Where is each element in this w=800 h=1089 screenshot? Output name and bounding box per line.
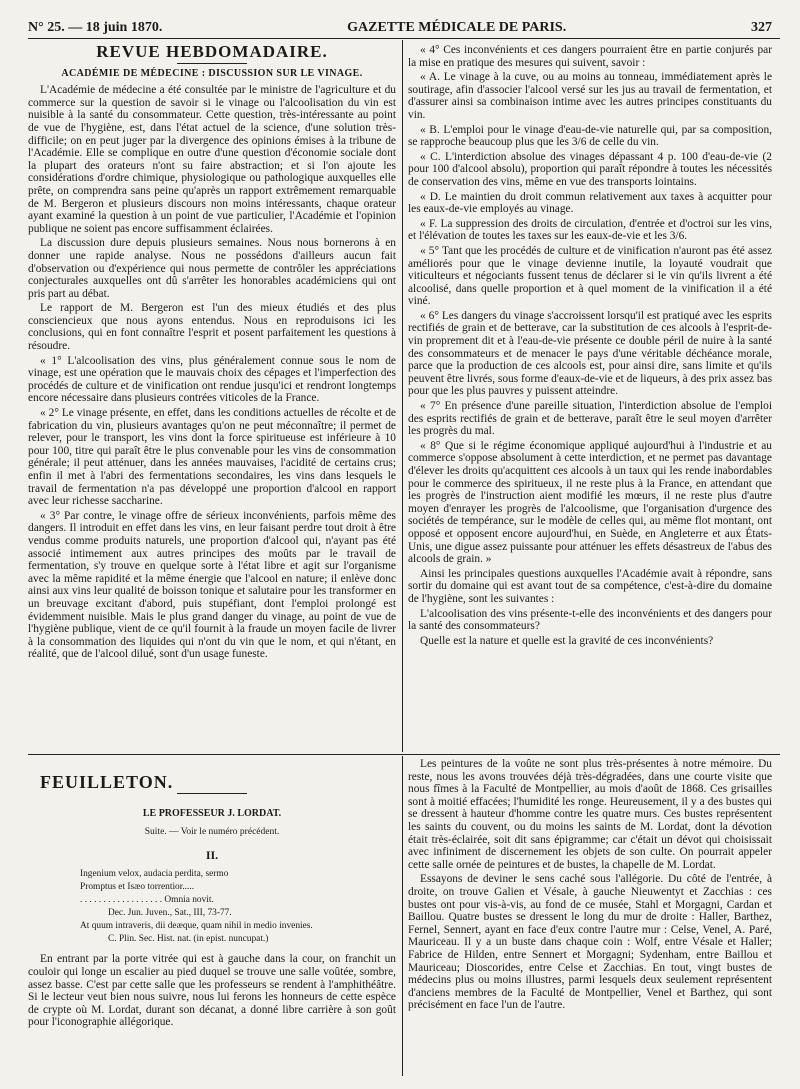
epigraph-line: . . . . . . . . . . . . . . . . . . Omnia novit. bbox=[80, 895, 214, 906]
conclusion-item: « 8° Que si le régime économique appliqué aujourd'hui à l'industrie et au commerce s'oppose absolument à cette interdiction, et ne permet pas davantage d'élever les droits qu'acquittent ces alcools à un taux qui les rende inabordables pour le commerce des spiritueux, il ne reste plus à la France, en attendant que les progrès de l'instruction aient modifié les mœurs, il ne reste plus d'autre moyen d'enrayer les progrès de l'alcoolisme, que l'organisation d'urgence des sociétés de tempérance, sur le modèle de celles qui, au même flot montant, ont opposé et opposent encore aujourd'hui, en Suède, en Angleterre et aux États-Unis, une digue assez puissante pour atténuer les effets désastreux de l'abus des alcools de grain. » bbox=[408, 439, 772, 566]
epigraph-line: Ingenium velox, audacia perdita, sermo bbox=[80, 869, 229, 880]
revue-paragraph: L'Académie de médecine a été consultée par le ministre de l'agriculture et du commerce sur la question de savoir si le vinage ou l'alcoolisation du vin est nuisible à la santé du consommateur. Cette question, très-intéressante au point de vue de l'hygiène, est, dans l'état actuel de la science, d'une solution très-difficile; on en peut juger par la divergence des opinions émises à la tribune de l'Académie. Elle se complique en outre d'une question d'économie sociale dont la plupart des orateurs n'ont su faire abstraction; et si l'on ajoute les considérations d'ordre chimique, physiologique ou pathologique auxquelles elle prête, on comprendra sans peine qu'après un rapport extrêmement remarquable de M. Bergeron et plusieurs discours non moins intéressants, chaque orateur ayant examiné la question à un point de vue particulier, l'Académie et l'opinion publique ne soient pas encore suffisamment éclairées. bbox=[28, 84, 396, 235]
revue-paragraph: Le rapport de M. Bergeron est l'un des mieux étudiés et des plus consciencieux que nous ayons entendus. Nous en reproduisons ici les conclusions, qui en font connaître l'esprit et posent parfaitement les questions à résoudre. bbox=[28, 302, 396, 353]
journal-title: GAZETTE MÉDICALE DE PARIS. bbox=[347, 20, 567, 35]
revue-paragraph: Ainsi les principales questions auxquelles l'Académie avait à répondre, sans sortir du domaine qui est avant tout de sa compétence, c'est-à-dire du domaine de l'hygiène, sont les suivantes : bbox=[408, 567, 772, 605]
revue-paragraph: La discussion dure depuis plusieurs semaines. Nous nous bornerons à en donner une rapide analyse. Nous ne possédons d'ailleurs aucun fait d'observation ou d'expérience qui nous permette de contrôler les appréciations conjecturales auxquelles ont dû s'arrêter les honorables académiciens qui ont pris part au débat. bbox=[28, 237, 396, 300]
feuilleton-author: LE PROFESSEUR J. LORDAT. bbox=[142, 807, 282, 819]
conclusion-item: « B. L'emploi pour le vinage d'eau-de-vie naturelle qui, par sa composition, se rapproche beaucoup plus que les 3/6 de celle du vin. bbox=[408, 123, 772, 149]
conclusion-item: « 1° L'alcoolisation des vins, plus généralement connue sous le nom de vinage, est une opération que le mauvais choix des cépages et l'imperfection des procédés de culture et de vinification ont rendue jusqu'ici et rendront longtemps encore nécessaire dans plusieurs contrées viticoles de la France. bbox=[28, 354, 396, 405]
feuilleton-section: II. bbox=[205, 847, 219, 862]
feuilleton-paragraph: Les peintures de la voûte ne sont plus très-présentes à notre mémoire. Du reste, nous les avons trouvées déjà très-dégradées, dans une courte visite que nous fîmes à la Faculté de Montpellier, au mois d'août de 1868. Ces grisailles sont à moitié effacées; l'humidité les ronge. Heureusement, il y a des bustes qui se dressent à hauteur d'homme contre les quatre murs. Ces bustes représentent les saints du couvent, ou du moins les saints de M. Lordat, dont la dévotion était très-éclairée, soit dit sans épigramme; car c'était un dévot qui choisissait avec infiniment de discernement les objets de son culte. On pourrait appeler cette salle ornée de peintures et de bustes, la chapelle de M. Lordat. bbox=[408, 758, 772, 871]
epigraph-line: Promptus et Isæo torrentior..... bbox=[80, 882, 195, 893]
title-rule bbox=[177, 63, 247, 64]
revue-column-right bbox=[408, 44, 772, 752]
conclusion-item: « 4° Ces inconvénients et ces dangers pourraient être en partie conjurés par la mise en pratique des mesures qui suivent, savoir : bbox=[408, 44, 772, 69]
feuilleton-suite: Suite. — Voir le numéro précédent. bbox=[144, 827, 280, 838]
conclusion-item: « D. Le maintien du droit commun relativement aux taxes à acquitter pour les eaux-de-vie employés au vinage. bbox=[408, 190, 772, 216]
page-header bbox=[28, 14, 772, 36]
epigraph-line: At quum intraveris, dii deæque, quam nihil in medio invenies. bbox=[80, 921, 313, 932]
issue-date: N° 25. — 18 juin 1870. bbox=[28, 20, 163, 35]
feuilleton-title: FEUILLETON. bbox=[40, 772, 174, 792]
revue-column-left bbox=[28, 42, 396, 752]
epigraph-source: C. Plin. Sec. Hist. nat. (in epist. nuncupat.) bbox=[108, 934, 269, 945]
feuilleton-rule bbox=[177, 793, 247, 794]
conclusion-item: « 6° Les dangers du vinage s'accroissent lorsqu'il est pratiqué avec les esprits rectifiés de grain et de betterave, car la substitution de ces alcools à l'esprit-de-vin proprement dit et à l'eau-de-vie présente ce double péril de nuire à la santé des consommateurs et de menacer le pays d'une véritable déchéance morale, parce que la production de ces alcools est, pour ainsi dire, sans limite et qu'ils peuvent être livrés, sous forme d'eaux-de-vie et de liqueurs, à des prix assez bas pour que les plus pauvres y puissent atteindre. bbox=[408, 309, 772, 398]
conclusion-item: « F. La suppression des droits de circulation, d'entrée et d'octroi sur les vins, et l'élévation de toutes les taxes sur les eaux-de-vie et les 3/6. bbox=[408, 217, 772, 243]
conclusion-item: « 2° Le vinage présente, en effet, dans les conditions actuelles de récolte et de fabrication du vin, plusieurs avantages qu'on ne peut méconnaître; il permet de relever, pour le transport, les vins dont la force spiritueuse est inférieure à 10 pour 100, titre qui paraît être le plus convenable pour les vins de consommation générale; il peut atténuer, dans les années mauvaises, l'acidité de certains crus; enfin il met à l'abri des fermentations secondaires, les vins dans lesquels le travail de fermentation n'a pas développé une proportion d'alcool en rapport avec leur richesse saccharine. bbox=[28, 407, 396, 508]
section-rule bbox=[28, 754, 780, 755]
feuilleton-paragraph: Essayons de deviner le sens caché sous l'allégorie. Du côté de l'entrée, à droite, on trouve Galien et Vésale, à gauche Nieuwentyt et Zacchias : ces bustes ont pour vis-à-vis, au fond de ce musée, Stahl et Morgagni, Cardan et Baillou. Quatre bustes se dressent le long du mur de droite : Haller, Barthez, Fernel, Sennert, ayant en face d'eux contre l'autre mur : Celse, Venel, A. Paré, Mauriceau. Il y a un buste dans chaque coin : Wolf, entre Vésale et Haller; Fabrice de Hilden, entre Sennert et Morgagni; Sydenham, entre Baillou et Mauriceau; Dioscorides, entre Celse et Zacchias. En tout, vingt bustes de médecins plus ou moins illustres, parmi lesquels deux seulement représentent d'anciens membres de la Faculté de Montpellier, Venel et Barthez, qui sont précisément en face l'un de l'autre. bbox=[408, 873, 772, 1012]
feuilleton-column-left bbox=[28, 758, 396, 1078]
feuilleton-paragraph: En entrant par la porte vitrée qui est à gauche dans la cour, on franchit un couloir qui longe un escalier au pied duquel se trouve une salle voûtée, sombre, assez basse. C'est par cette salle que les professeurs se rendent à l'amphithéâtre. Si le lecteur veut bien nous suivre, nous lui ferons les honneurs de cette espèce de crypte où M. Lordat, durant son décanat, a donné libre carrière à son goût pour l'iconographie allégorique. bbox=[28, 953, 396, 1029]
column-divider-top bbox=[402, 40, 403, 752]
epigraph-source: Dec. Jun. Juven., Sat., III, 73-77. bbox=[108, 908, 232, 919]
page-number: 327 bbox=[751, 20, 772, 35]
question: Quelle est la nature et quelle est la gravité de ces inconvénients? bbox=[420, 634, 714, 647]
conclusion-item: « A. Le vinage à la cuve, ou au moins au tonneau, immédiatement après le soutirage, afin d'associer l'alcool versé sur les jus au travail de fermentation, et d'assurer ainsi sa combinaison intime avec les autres principes constituants du vin. bbox=[408, 71, 772, 121]
revue-title: REVUE HEBDOMADAIRE. bbox=[96, 42, 328, 61]
conclusion-item: « C. L'interdiction absolue des vinages dépassant 4 p. 100 d'eau-de-vie (2 pour 100 d'alcool absolu), proportion qui paraît répondre à toutes les nécessités de conservation des vins, même en vue des transports lointains. bbox=[408, 150, 772, 188]
conclusion-item: « 5° Tant que les procédés de culture et de vinification n'auront pas été assez améliorés pour que le vinage devienne inutile, la loyauté voudrait que viticulteurs et négociants fussent tenus de déclarer si le vin qu'ils livrent a été alcoolisé, dans quelle proportion et à quel moment de la vinification il a été viné. bbox=[408, 244, 772, 308]
question: L'alcoolisation des vins présente-t-elle des inconvénients et des dangers pour la santé des consommateurs? bbox=[408, 607, 772, 633]
conclusion-item: « 3° Par contre, le vinage offre de sérieux inconvénients, parfois même des dangers. Il introduit en effet dans les vins, en leur faisant perdre tout droit à être vendus comme produits naturels, une proportion d'alcool qui, n'ayant pas été associé intimement aux autres principes des moûts par le travail de fermentation, s'y trouve en quelque sorte à l'état libre et agit sur l'organisme avec la même rapidité et la même énergie que l'alcool en nature; il enlève donc ainsi aux vins leur qualité de boisson tonique et salutaire pour les transformer en un breuvage excitant d'abord, puis stupéfiant, dont l'emploi prolongé est évidemment nuisible. Mais le plus grand danger du vinage, au point de vue de l'hygiène publique, vient de ce qu'il fournit à la fraude un moyen facile de livrer à la consommation des liquides qui n'ont du vin que le nom, et qui n'étant, en réalité, que de l'alcool dilué, sont d'un usage funeste. bbox=[28, 509, 396, 661]
header-rule bbox=[28, 38, 780, 39]
revue-subtitle: ACADÉMIE DE MÉDECINE : DISCUSSION SUR LE VINAGE. bbox=[61, 67, 363, 79]
column-divider-bottom bbox=[402, 756, 403, 1076]
conclusion-item: « 7° En présence d'une pareille situation, l'interdiction absolue de l'emploi des esprits rectifiés de grain et de betterave, paraît être le seul moyen d'arrêter les progrès du mal. bbox=[408, 400, 772, 438]
feuilleton-column-right bbox=[408, 758, 772, 1078]
